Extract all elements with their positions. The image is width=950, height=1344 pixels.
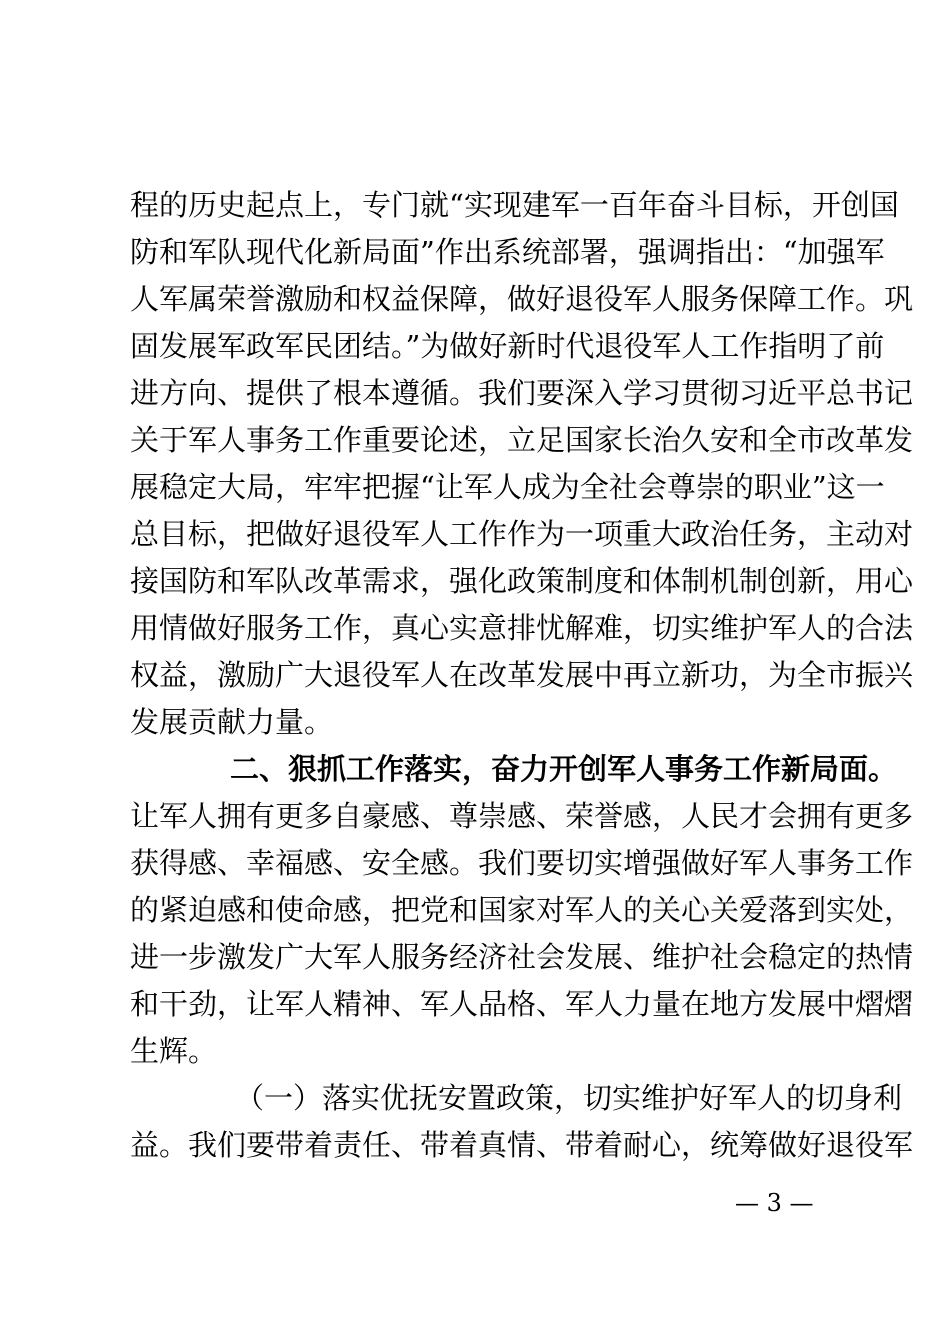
paragraph-line: 程的历史起点上，专门就“实现建军一百年奋斗目标，开创国 [130, 188, 899, 222]
paragraph-line: 益。我们要带着责任、带着真情、带着耐心，统筹做好退役军 [130, 1128, 914, 1162]
section-heading: 二、狠抓工作落实，奋力开创军人事务工作新局面。 [230, 752, 898, 786]
paragraph-line: 生辉。 [130, 1034, 218, 1068]
paragraph-line: 的紧迫感和使命感，把党和国家对军人的关心关爱落到实处， [130, 893, 914, 927]
paragraph-line: 进一步激发广大军人服务经济社会发展、维护社会稳定的热情 [130, 940, 914, 974]
paragraph-line: 权益，激励广大退役军人在改革发展中再立新功，为全市振兴 [130, 658, 914, 692]
subsection-heading: （一）落实优抚安置政策，切实维护好军人的切身利 [235, 1081, 903, 1115]
paragraph-line: 总目标，把做好退役军人工作作为一项重大政治任务，主动对 [130, 517, 914, 551]
paragraph-line: 人军属荣誉激励和权益保障，做好退役军人服务保障工作。巩 [130, 282, 914, 316]
paragraph-line: 获得感、幸福感、安全感。我们要切实增强做好军人事务工作 [130, 846, 914, 880]
paragraph-line: 展稳定大局，牢牢把握“让军人成为全社会尊崇的职业”这一 [130, 470, 885, 504]
page-number: — 3 — [735, 1189, 814, 1217]
paragraph-line: 固发展军政军民团结。”为做好新时代退役军人工作指明了前 [130, 329, 885, 363]
paragraph-line: 防和军队现代化新局面”作出系统部署，强调指出：“加强军 [130, 235, 885, 269]
paragraph-line: 关于军人事务工作重要论述，立足国家长治久安和全市改革发 [130, 423, 914, 457]
paragraph-line: 进方向、提供了根本遵循。我们要深入学习贯彻习近平总书记 [130, 376, 914, 410]
paragraph-line: 发展贡献力量。 [130, 705, 334, 739]
paragraph-line: 让军人拥有更多自豪感、尊崇感、荣誉感，人民才会拥有更多 [130, 799, 914, 833]
paragraph-line: 和干劲，让军人精神、军人品格、军人力量在地方发展中熠熠 [130, 987, 914, 1021]
paragraph-line: 用情做好服务工作，真心实意排忧解难，切实维护军人的合法 [130, 611, 914, 645]
paragraph-line: 接国防和军队改革需求，强化政策制度和体制机制创新，用心 [130, 564, 914, 598]
